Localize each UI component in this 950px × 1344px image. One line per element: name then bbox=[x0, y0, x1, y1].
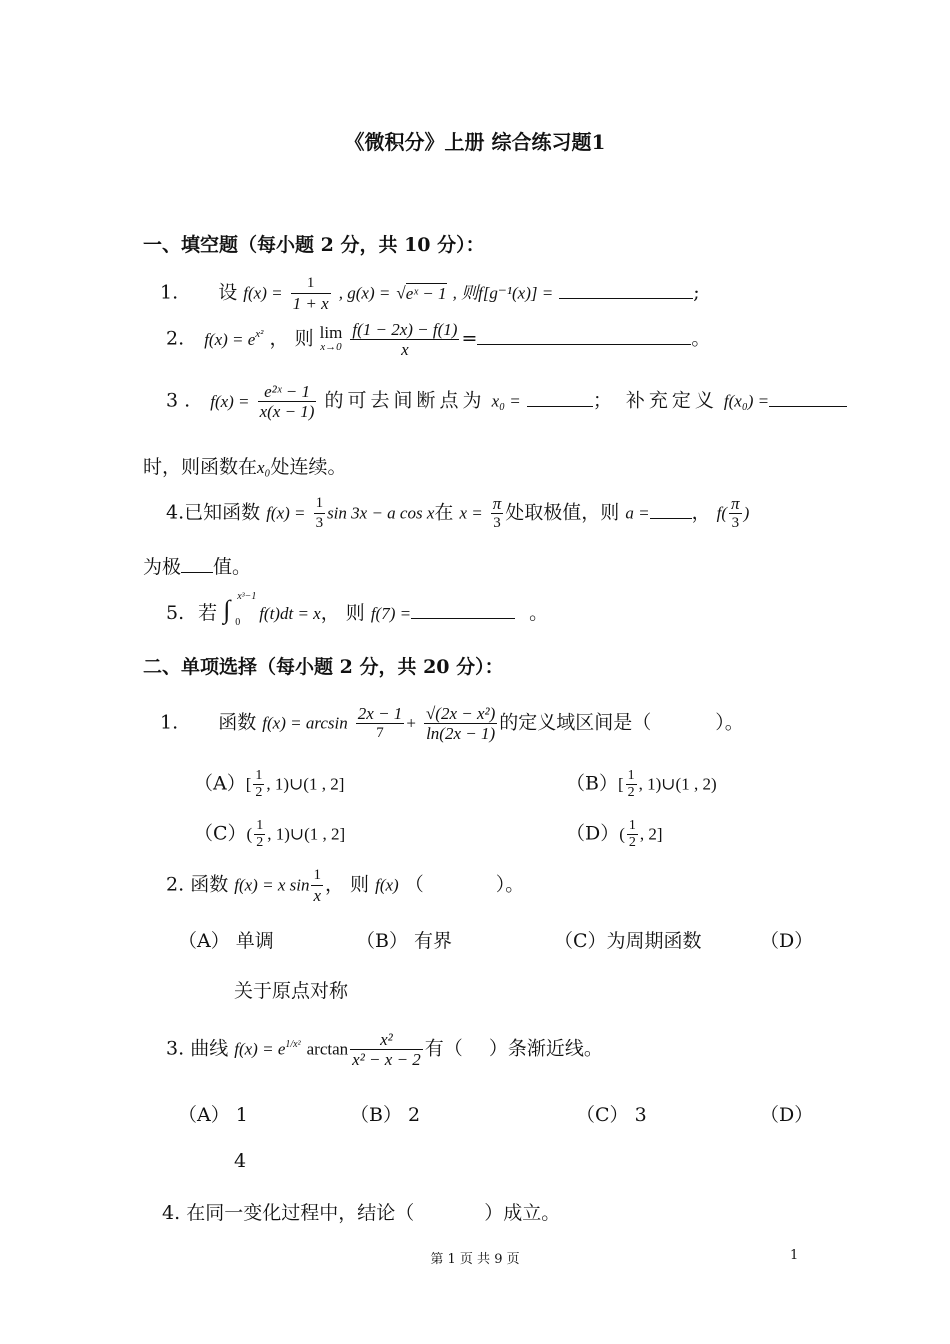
sqrt-icon: √ bbox=[396, 283, 406, 303]
function-f-x0: f(x₀) = bbox=[723, 391, 770, 411]
variable-x0: x₀ = bbox=[491, 391, 521, 411]
option-a[interactable]: （A） 单调 bbox=[178, 930, 274, 952]
question-2-4 bbox=[162, 1198, 560, 1225]
exponent: x² bbox=[255, 328, 264, 341]
option-d[interactable]: （D） bbox=[760, 930, 814, 952]
function-f: f(x) = x sin bbox=[234, 875, 310, 895]
question-text: 的可去间断点为 bbox=[324, 389, 486, 412]
question-2-1 bbox=[160, 704, 744, 743]
fraction: $\frac{\pi}{3}$ bbox=[731, 494, 740, 531]
option-d[interactable]: （D） bbox=[760, 1104, 814, 1126]
punctuation: 。 bbox=[529, 602, 549, 624]
answer-blank[interactable] bbox=[411, 602, 515, 619]
option-d-text: 关于原点对称 bbox=[234, 980, 349, 1002]
function-f: f(x) = arcsin bbox=[262, 713, 348, 733]
option-c[interactable]: （C） 3 bbox=[576, 1104, 647, 1126]
fraction: $\frac{f(1 - 2x) - f(1)}{x}$ bbox=[352, 320, 458, 359]
question-number: 4. bbox=[162, 1202, 181, 1224]
question-1-1 bbox=[160, 274, 700, 313]
fraction: $\frac{1}{x}$ bbox=[313, 867, 321, 905]
punctuation: ， bbox=[691, 501, 711, 524]
answer-blank[interactable] bbox=[559, 282, 693, 299]
question-1-4-cont bbox=[143, 552, 251, 579]
function-f: f(x) = bbox=[210, 391, 250, 411]
function-f: f(x) = bbox=[266, 503, 306, 523]
question-text: 若 bbox=[198, 602, 218, 624]
punctuation: ; bbox=[693, 281, 700, 304]
question-number: 3 . bbox=[166, 389, 191, 412]
answer-blank[interactable] bbox=[769, 390, 847, 407]
answer-blank[interactable] bbox=[650, 502, 692, 519]
function-f-pi: f( bbox=[716, 503, 728, 523]
question-text: ）条渐近线。 bbox=[488, 1037, 603, 1060]
question-text: 已知函数 bbox=[184, 501, 261, 524]
section-heading-fill-in: 一、填空题（每小题 2 分，共 10 分）： bbox=[143, 234, 485, 256]
question-text: 有（ bbox=[424, 1037, 463, 1060]
question-text: 值。 bbox=[213, 556, 252, 578]
answer-blank[interactable] bbox=[181, 556, 213, 573]
section-heading-choice: 二、单项选择（每小题 2 分，共 20 分）： bbox=[143, 656, 504, 678]
question-1-4 bbox=[166, 494, 749, 533]
question-text: ）成立。 bbox=[484, 1202, 561, 1224]
fraction: $\frac{\text{e²ˣ − 1}}{x(x - 1)}$ bbox=[259, 382, 315, 421]
expression: sin 3x − a cos x bbox=[327, 503, 435, 523]
function-fx: f(x) bbox=[375, 875, 399, 895]
option-c[interactable]: （C）为周期函数 bbox=[554, 930, 702, 952]
page-footer: 第 1 页 共 9 页 bbox=[430, 1252, 520, 1267]
option-b[interactable]: （B）[ $\frac{1}{2}$ , 1)∪(1 , 2) bbox=[566, 768, 717, 800]
question-text: 设 bbox=[218, 281, 238, 304]
function-f: f(x) = bbox=[243, 283, 283, 303]
question-number: 1. bbox=[160, 711, 179, 734]
integral-icon: ∫ bbox=[223, 595, 231, 624]
function-g: , g(x) = bbox=[338, 283, 391, 303]
equals: = bbox=[461, 327, 478, 350]
question-text: 时，则函数在 bbox=[143, 456, 258, 478]
exponent: 1/x² bbox=[285, 1039, 301, 1051]
integrand: f(t)dt = x bbox=[259, 604, 321, 623]
question-text: 曲线 bbox=[190, 1037, 229, 1060]
question-number: 2. bbox=[166, 327, 185, 350]
question-number: 2. bbox=[166, 873, 185, 896]
option-d-text: 4 bbox=[234, 1150, 247, 1172]
question-text: 为极 bbox=[143, 556, 182, 578]
variable-x0: x₀ bbox=[257, 458, 271, 477]
option-c[interactable]: （C）( $\frac{1}{2}$ , 1)∪(1 , 2] bbox=[194, 818, 346, 850]
fraction: $\frac{1}{3}$ bbox=[315, 495, 324, 531]
option-b[interactable]: （B） 2 bbox=[350, 1104, 421, 1126]
question-number: 3. bbox=[166, 1037, 185, 1060]
function-f: f(x) = e bbox=[234, 1039, 286, 1059]
question-text: 处连续。 bbox=[270, 456, 347, 478]
answer-blank[interactable] bbox=[527, 390, 593, 407]
question-text: 在 bbox=[434, 501, 454, 524]
integral-lower: 0 bbox=[235, 617, 241, 628]
fraction: $\frac{1}{1 + x}$ bbox=[292, 275, 329, 313]
option-a[interactable]: （A）[ $\frac{1}{2}$ , 1)∪(1 , 2] bbox=[194, 768, 345, 800]
arctan-label: arctan bbox=[306, 1039, 349, 1059]
integral-upper: x³−1 bbox=[237, 591, 257, 602]
question-1-5 bbox=[166, 591, 549, 629]
question-2-3 bbox=[166, 1030, 603, 1069]
question-text: ）。 bbox=[715, 711, 744, 734]
question-1-2 bbox=[166, 320, 710, 359]
question-text: 函数 bbox=[218, 711, 257, 734]
option-b[interactable]: （B） 有界 bbox=[356, 930, 453, 952]
limit-subscript: x→0 bbox=[320, 340, 342, 353]
punctuation: （ bbox=[404, 873, 424, 896]
fraction: $\frac{2x - 1}{7}$ bbox=[357, 704, 403, 741]
option-d[interactable]: （D）( $\frac{1}{2}$ , 2] bbox=[566, 818, 663, 850]
question-number: 4. bbox=[166, 501, 185, 524]
question-number: 5. bbox=[166, 602, 185, 624]
punctuation: ）。 bbox=[495, 873, 525, 896]
question-text: 在同一变化过程中，结论（ bbox=[186, 1202, 415, 1224]
question-1-3-cont bbox=[143, 452, 347, 479]
page-title: 《微积分》上册 综合练习题1 bbox=[344, 130, 606, 154]
function-f: f(x) = e bbox=[204, 329, 256, 349]
fraction: $\frac{\text{x²}}{\text{x² − x − 2}}$ bbox=[352, 1030, 421, 1069]
question-text: 函数 bbox=[190, 873, 229, 896]
question-1-3 bbox=[166, 382, 847, 421]
question-2-2 bbox=[166, 866, 524, 905]
question-ask: , 则f[g⁻¹(x)] = bbox=[452, 283, 554, 303]
question-number: 1. bbox=[160, 281, 179, 304]
variable-x: x = bbox=[459, 503, 483, 523]
question-text: 处取极值，则 bbox=[505, 501, 620, 524]
fraction: $\frac{\text{√(2x − x²)}}{\ln(2x - 1)}$ bbox=[425, 704, 496, 743]
answer-blank[interactable] bbox=[477, 328, 691, 345]
option-a[interactable]: （A） 1 bbox=[178, 1104, 248, 1126]
limit-label: lim bbox=[319, 322, 343, 342]
page-number: 1 bbox=[790, 1248, 799, 1263]
variable-a: a = bbox=[625, 503, 650, 523]
fraction: $\frac{\pi}{3}$ bbox=[492, 494, 502, 531]
function-f7: f(7) = bbox=[370, 604, 412, 623]
question-text: ， 则 bbox=[325, 873, 370, 896]
radicand: eˣ − 1 bbox=[405, 283, 447, 303]
question-text: 的定义域区间是（ bbox=[499, 711, 652, 734]
plus: + bbox=[406, 713, 416, 733]
paren: ) bbox=[743, 503, 750, 523]
punctuation: 。 bbox=[691, 327, 711, 350]
question-text: ， 则 bbox=[320, 602, 365, 624]
question-text: ； 补充定义 bbox=[592, 389, 718, 412]
question-text: ， 则 bbox=[269, 327, 314, 350]
